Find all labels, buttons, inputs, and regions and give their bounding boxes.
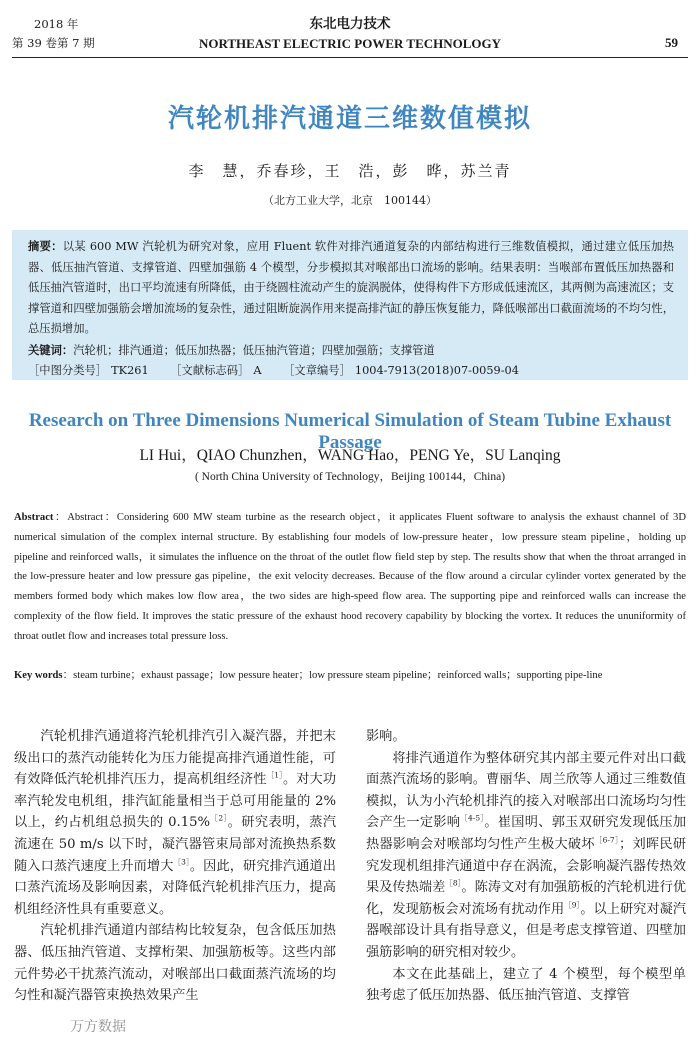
abstract-en-text: ：Abstract：Considering 600 MW steam turbine as the research object，it applicates Fluent software to analysis the exhaust channel of 3D numerical simulation of the complex internal structure. By establishing four models of low-pressure heater，low pressure steam pipeline，holding up pipeline and reinforced walls，it simulates the influence on the throat of the outlet flow field step by step. The results show that when the throat arranged in the low-pressure heater and low pressure gas pipeline，the exit velocity decreases. Because of the flow around a circular cylinder vortex generated by the members formed body which makes low flow area，the two sides are high-speed flow area. The supporting pipe and reinforced walls can increase the complexity of the flow field. It improves the static pressure of the exhaust hood recovery capability by blocking the vortex. It reduces the ununiformity of throat outlet flow and increases total pressure loss. [14, 512, 686, 642]
abstract-cn-text: 以某 600 MW 汽轮机为研究对象，应用 Fluent 软件对排汽通道复杂的内部结构进行三维数值模拟，通过建立低压加热器、低压抽汽管道、支撑管道、四壁加强筋 4 个模型，分步模拟其对喉部出口流场的影响。结果表明：当喉部布置低压加热器和低压抽汽管道时，出口平均流速有所降低，由于绕圆柱流动产生的旋涡脱体，使得构件下方形成低速流区，其两侧为高速流区；支撑管道和四壁加强筋会增加流场的复杂性，通过阻断旋涡作用来提高排汽缸的静压恢复能力，降低喉部出口截面流场的不均匀性，总压损增加。 [28, 240, 674, 335]
body-column-right [366, 726, 686, 1007]
header-volume: 第 39 卷第 7 期 [12, 36, 95, 50]
body-text: 。崔国明、郭玉双研究发现低压加热器影响会对喉部均匀性产生极大破坏 [366, 815, 687, 852]
citation-ref: ［6-7］ [594, 835, 619, 845]
article-title-cn: 汽轮机排汽通道三维数值模拟 [167, 104, 532, 134]
affiliation-en: ( North China University of Technology，Beijing 100144，China) [194, 471, 506, 483]
citation-ref: ［9］ [564, 900, 581, 910]
citation-ref: ［1］ [266, 770, 283, 780]
body-paragraph-continued: 影响。 [366, 729, 406, 744]
affiliation-cn: （北方工业大学，北京 100144） [263, 194, 437, 207]
journal-name-en: NORTHEAST ELECTRIC POWER TECHNOLOGY [198, 36, 502, 51]
body-column-left [14, 726, 336, 1007]
body-paragraph: 本文在此基础上，建立了 4 个模型，每个模型单独考虑了低压加热器、低压抽汽管道、支撑管 [366, 966, 686, 1004]
citation-ref: ［8］ [445, 878, 462, 888]
clc-value: TK261 [111, 364, 149, 377]
body-paragraph [14, 726, 336, 920]
header-rule [12, 57, 688, 58]
header-year: 2018 年 [34, 17, 79, 31]
header-left [12, 15, 95, 53]
body-text: 。陈涛文对有加强筋板的汽轮机进行优化，发现筋板会对流场有扰动作用 [366, 880, 687, 917]
page-number: 59 [665, 35, 678, 50]
clc-label: ［中图分类号］ [28, 364, 108, 377]
keywords-en-text: ：steam turbine；exhaust passage；low pessure heater；low pressure steam pipeline；reinforced walls；supporting pipe-line [62, 670, 603, 681]
keywords-cn-label: 关键词： [28, 342, 74, 357]
abstract-cn-box [12, 230, 688, 380]
body-text: 。研究表明，蒸汽流速在 50 m/s 以下时，凝汽器管束局部对流换热系数随入口蒸汽速度上升而增大 [14, 815, 337, 874]
abstract-cn [28, 236, 674, 340]
classification-line [28, 361, 674, 382]
abstract-en-label: Abstract [14, 512, 54, 523]
citation-ref: ［4-5］ [460, 813, 485, 823]
header-journal [140, 15, 560, 54]
body-text: ；刘晖民研究发现机组排汽通道中存在涡流，会影响凝汽器传热效果及传热端差 [366, 836, 687, 896]
article-no-label: ［文章编号］ [283, 364, 351, 377]
article-no-value: 1004-7913(2018)07-0059-04 [354, 364, 519, 377]
keywords-en-label: Key words [14, 670, 63, 681]
doc-code-label: ［文献标志码］ [170, 364, 250, 377]
journal-name-cn: 东北电力技术 [309, 16, 391, 32]
article-title-en: Research on Three Dimensions Numerical Simulation of Steam Tubine Exhaust Passage [28, 410, 672, 453]
keywords-cn-text: 汽轮机；排汽通道；低压加热器；低压抽汽管道；四壁加强筋；支撑管道 [73, 343, 435, 357]
authors-cn: 李 慧，乔春珍，王 浩，彭 晔，苏兰青 [188, 162, 512, 180]
abstract-cn-label: 摘要： [28, 239, 63, 253]
body-paragraph [366, 748, 686, 964]
citation-ref: ［3］ [173, 857, 190, 867]
keywords-en [14, 666, 686, 686]
doc-code-value: A [253, 364, 262, 377]
body-text: 。因此，研究排汽通道出口蒸汽流场及影响因素，对降低汽轮机排汽压力，提高机组经济性具有重要意义。 [14, 858, 336, 917]
abstract-en [14, 508, 686, 647]
body-paragraph: 汽轮机排汽通道内部结构比较复杂，包含低压加热器、低压抽汽管道、支撑桁架、加强筋板等。这些内部元件势必干扰蒸汽流动，对喉部出口截面蒸汽流场的均匀性和凝汽器管束换热效果产生 [14, 923, 336, 1004]
body-text: 汽轮机排汽通道将汽轮机排汽引入凝汽器，并把末级出口的蒸汽动能转化为压力能提高排汽通道性能，可有效降低汽轮机排汽压力，提高机组经济性 [14, 729, 336, 788]
keywords-cn [28, 340, 674, 362]
body-text: 将排汽通道作为整体研究其内部主要元件对出口截面蒸汽流场的影响。曹丽华、周兰欣等人通过三维数值模拟，认为小汽轮机排汽的接入对喉部出口流场均匀性会产生一定影响 [366, 750, 686, 831]
body-text: 。对大功率汽轮发电机组，排汽缸能量相当于总可用能量的 2% 以上，约占机组总损失的 0.15% [14, 772, 337, 831]
body-text: 。以上研究对凝汽器喉部设计具有指导意义，但是考虑支撑管道、四壁加强筋影响的研究相对较少。 [366, 901, 687, 960]
citation-ref: ［2］ [210, 813, 228, 823]
watermark: 万方数据 [70, 1019, 126, 1035]
authors-en: LI Hui，QIAO Chunzhen，WANG Hao，PENG Ye，SU Lanqing [139, 447, 561, 464]
